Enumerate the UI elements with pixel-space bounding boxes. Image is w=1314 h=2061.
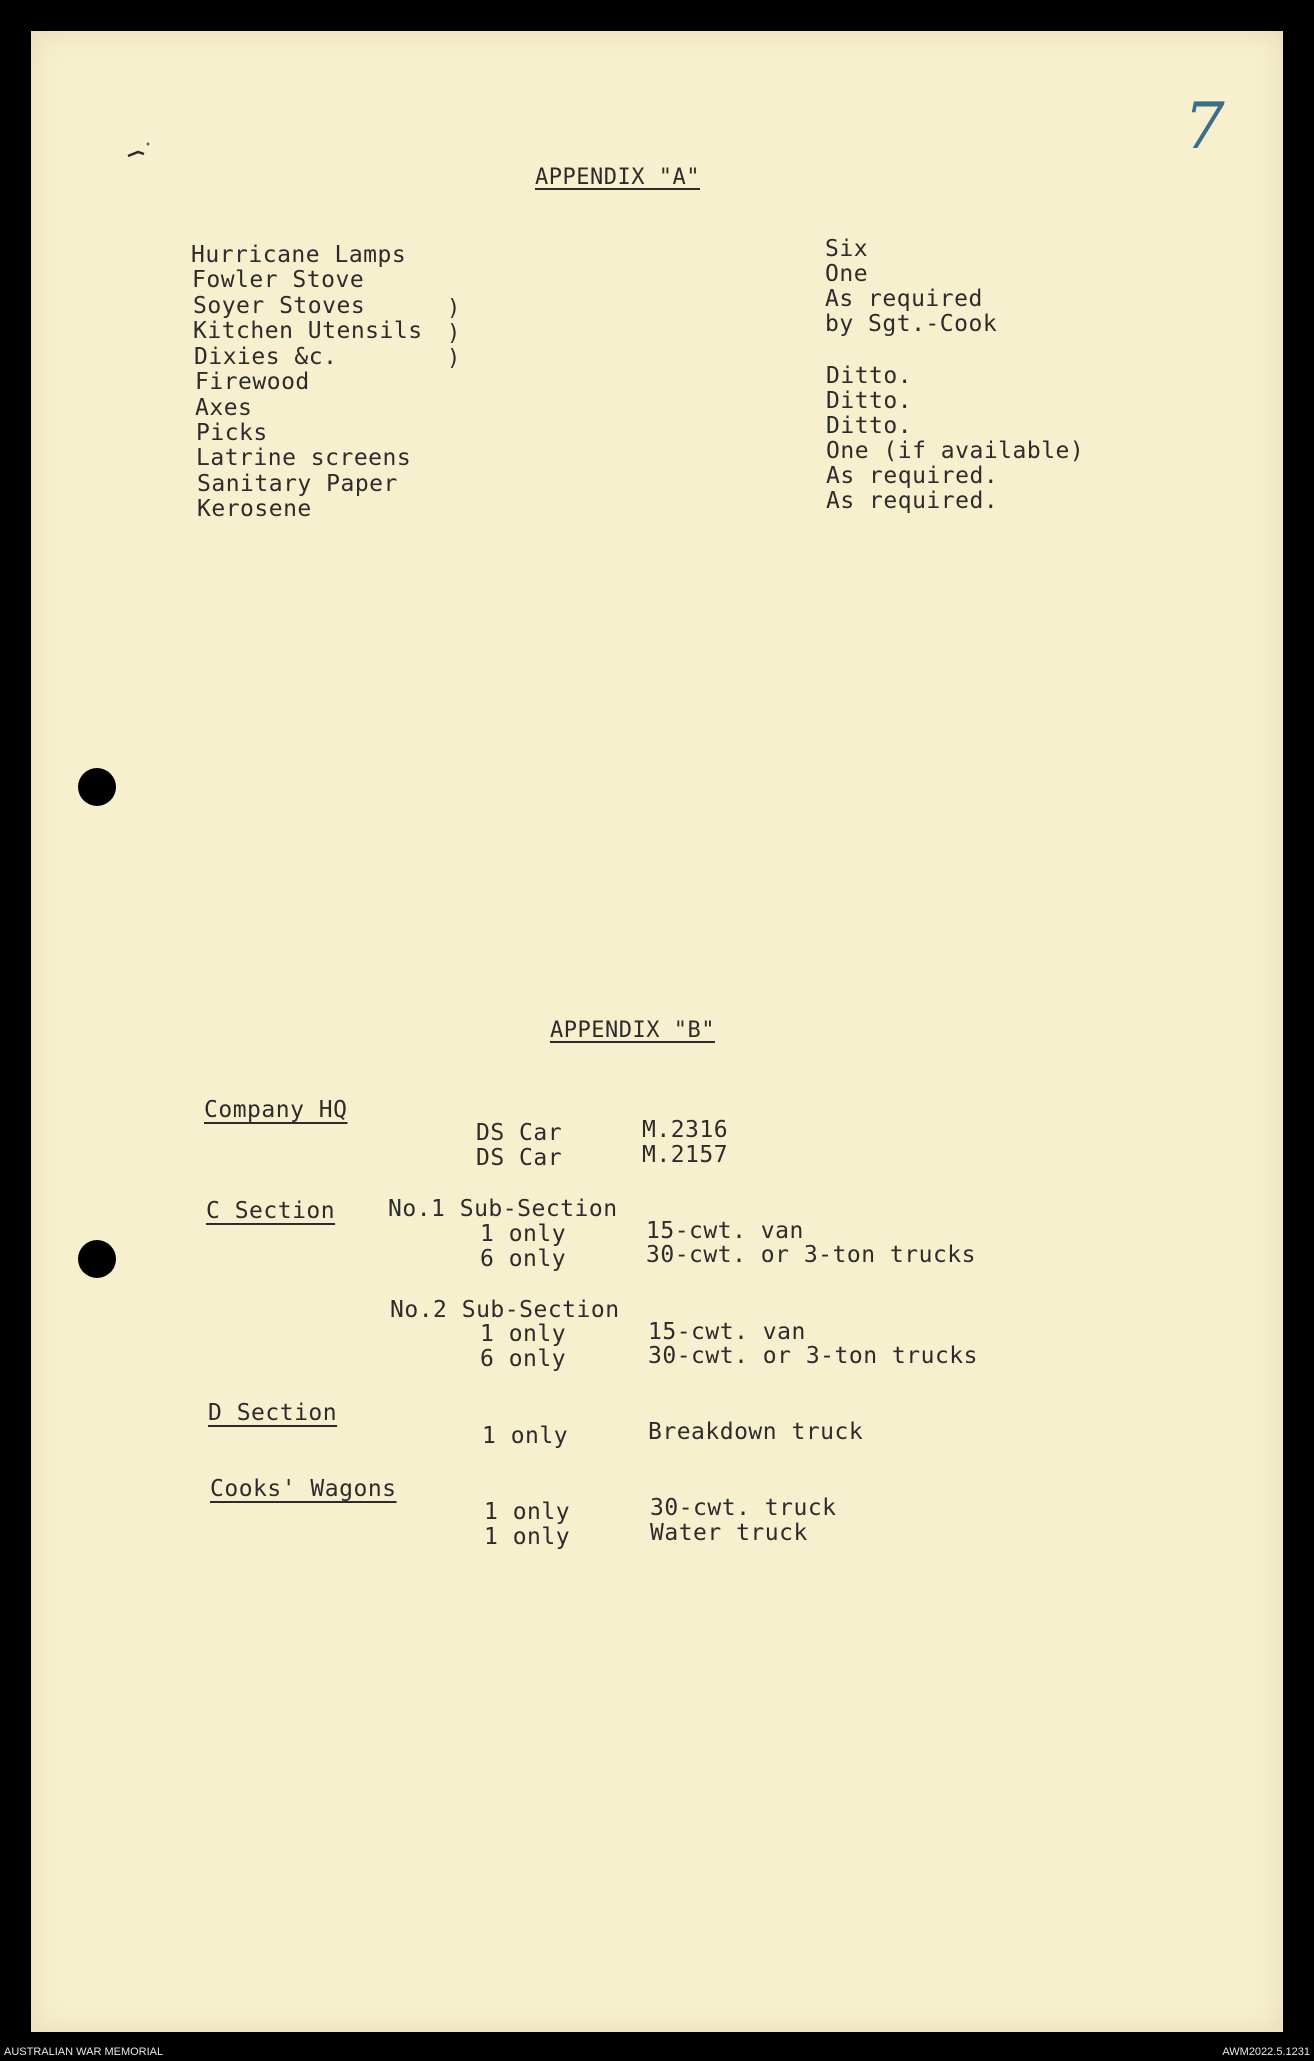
- appendix-b-title: APPENDIX "B": [550, 1018, 715, 1043]
- sub-section-label: No.2 Sub-Section: [390, 1297, 620, 1323]
- item-name: Sanitary Paper: [197, 471, 398, 497]
- punch-hole-upper: [78, 768, 116, 806]
- company-hq-label: Company HQ: [204, 1097, 348, 1123]
- vehicle-desc: Breakdown truck: [648, 1419, 864, 1445]
- item-name: Axes: [195, 395, 253, 421]
- item-name: Soyer Stoves: [193, 293, 366, 319]
- punch-hole-lower: [78, 1240, 116, 1278]
- vehicle-qty: 1 only: [480, 1221, 567, 1247]
- vehicle-type: DS Car: [476, 1145, 563, 1171]
- item-quantity: Ditto.: [826, 413, 913, 439]
- vehicle-qty: 1 only: [480, 1321, 567, 1347]
- item-quantity: Six: [825, 236, 869, 262]
- item-name: Fowler Stove: [192, 267, 365, 293]
- vehicle-desc: 30-cwt. truck: [650, 1495, 837, 1521]
- item-name: Dixies &c.: [194, 344, 338, 370]
- vehicle-desc: 30-cwt. or 3-ton trucks: [646, 1242, 976, 1268]
- vehicle-number: M.2316: [642, 1117, 729, 1143]
- item-quantity: by Sgt.-Cook: [825, 311, 998, 337]
- ink-smudge-mark: [124, 138, 154, 168]
- grouping-brace: ) ) ): [447, 296, 461, 371]
- vehicle-desc: 30-cwt. or 3-ton trucks: [648, 1343, 978, 1369]
- item-quantity: One (if available): [826, 438, 1085, 464]
- vehicle-qty: 1 only: [484, 1499, 571, 1525]
- vehicle-qty: 1 only: [484, 1524, 571, 1550]
- item-name: Picks: [196, 420, 268, 446]
- vehicle-desc: 15-cwt. van: [648, 1319, 806, 1345]
- handwritten-page-number: 7: [1184, 90, 1225, 164]
- item-name: Kerosene: [197, 496, 312, 522]
- vehicle-qty: 1 only: [482, 1423, 569, 1449]
- item-name: Kitchen Utensils: [193, 318, 423, 344]
- item-quantity: As required.: [826, 463, 999, 489]
- item-quantity: As required: [825, 286, 983, 312]
- vehicle-qty: 6 only: [480, 1246, 567, 1272]
- item-quantity: Ditto.: [826, 388, 913, 414]
- cooks-wagons-label: Cooks' Wagons: [210, 1476, 397, 1502]
- item-name: Latrine screens: [196, 445, 412, 471]
- item-name: Firewood: [195, 369, 310, 395]
- vehicle-type: DS Car: [476, 1120, 563, 1146]
- item-quantity: One: [825, 261, 869, 287]
- item-quantity: As required.: [826, 488, 999, 514]
- item-quantity: Ditto.: [826, 363, 913, 389]
- footer-left-text: AUSTRALIAN WAR MEMORIAL: [4, 2046, 164, 2058]
- appendix-a-title: APPENDIX "A": [535, 165, 700, 190]
- vehicle-qty: 6 only: [480, 1346, 567, 1372]
- vehicle-desc: Water truck: [650, 1520, 808, 1546]
- vehicle-desc: 15-cwt. van: [646, 1218, 804, 1244]
- vehicle-number: M.2157: [642, 1142, 729, 1168]
- item-name: Hurricane Lamps: [191, 242, 407, 268]
- d-section-label: D Section: [208, 1400, 338, 1426]
- footer-right-text: AWM2022.5.1231: [1222, 2046, 1310, 2058]
- archive-footer: [0, 2044, 1314, 2061]
- sub-section-label: No.1 Sub-Section: [388, 1196, 618, 1222]
- c-section-label: C Section: [206, 1198, 336, 1224]
